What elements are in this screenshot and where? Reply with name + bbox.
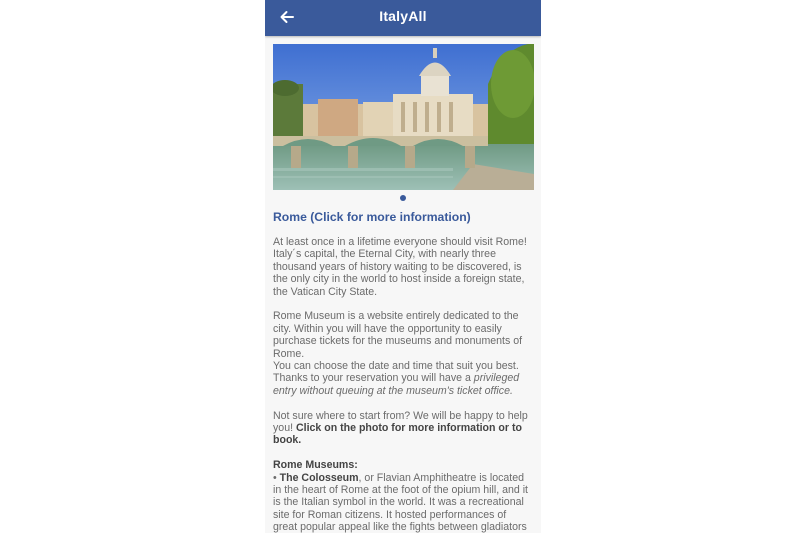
colosseum-paragraph <box>273 472 533 533</box>
intro-paragraph: At least once in a lifetime everyone should visit Rome! Italy´s capital, the Eternal City, with nearly three thousand years of history waiting to be discovered, is the only city in the world to host inside a foreign state, the Vatican City State. <box>273 236 527 298</box>
carousel-indicator <box>273 190 533 204</box>
phone-screen <box>265 0 541 533</box>
reservation-text: You can choose the date and time that suit you best. Thanks to your reservation you will have a <box>273 360 519 385</box>
bullet: • <box>273 471 280 484</box>
help-bold-text: Click on the photo for more information or to book. <box>273 422 522 447</box>
colosseum-name: The Colosseum <box>279 471 359 484</box>
app-bar <box>265 0 541 36</box>
reservation-italic: privileged entry without queuing at the museum's ticket office. <box>273 372 520 397</box>
hero-image[interactable] <box>273 44 534 190</box>
help-text: Not sure where to start from? We will be happy to help you! <box>273 409 528 435</box>
content-area <box>265 36 541 533</box>
help-paragraph <box>273 410 533 447</box>
museum-paragraph <box>273 310 533 360</box>
app-title: ItalyAll <box>379 8 427 24</box>
carousel-dot-active[interactable] <box>400 195 406 201</box>
city-title-link[interactable]: Rome (Click for more information) <box>273 210 471 224</box>
museum-text-1: Rome Museum is a website entirely dedicated to the city. Within you will have the opportunity to easily purchase tickets for the museums and monuments of Rome. <box>273 310 523 360</box>
reservation-paragraph <box>273 360 533 397</box>
colosseum-text: , or Flavian Amphitheatre is located in the heart of Rome at the foot of the opium hill, and it is the Italian symbol in the world. It was a recreational site for Roman citizens. It hosted performances of great popular appeal like the fights between gladiators <box>273 471 528 533</box>
museums-heading: Rome Museums: <box>273 459 358 472</box>
